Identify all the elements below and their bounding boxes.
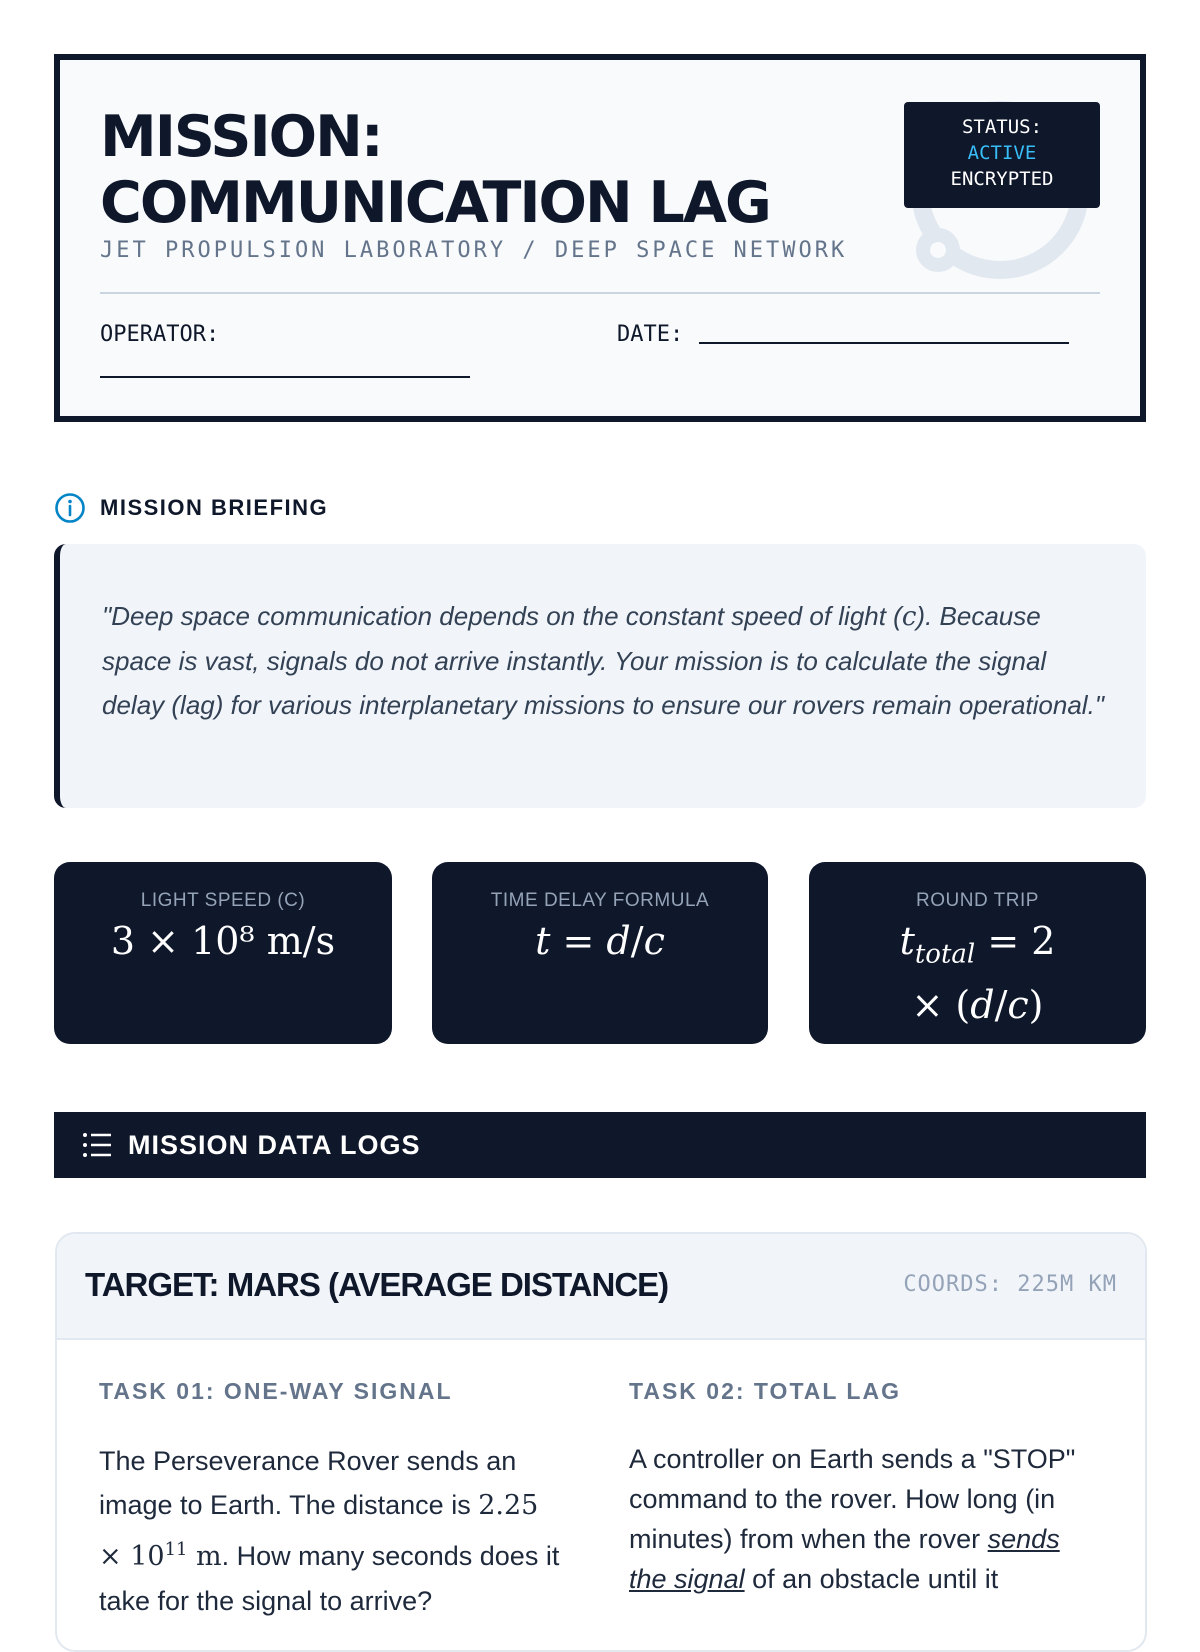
data-logs-header xyxy=(54,1112,1146,1178)
page-title xyxy=(100,104,860,236)
title-line-2: COMMUNICATION LAG xyxy=(100,170,770,236)
title-line-1: MISSION: xyxy=(100,104,382,170)
task-01 xyxy=(99,1378,569,1623)
formula-label: ROUND TRIP xyxy=(916,890,1039,911)
status-state: ACTIVE xyxy=(967,142,1037,164)
formula-value: $t_{total} = 2$ × (d/c) xyxy=(899,919,1056,1027)
task-distance: 2.25 × 10 xyxy=(99,1490,539,1572)
task-text xyxy=(629,1439,1099,1599)
list-icon xyxy=(82,1131,112,1159)
task-title: TASK 02: TOTAL LAG xyxy=(629,1378,901,1404)
worksheet-header xyxy=(54,54,1146,422)
briefing-heading xyxy=(54,492,328,524)
status-label: STATUS: xyxy=(961,116,1043,138)
formula-card-time-delay xyxy=(432,862,768,1044)
task-emphasis: sends the signal xyxy=(629,1524,1060,1594)
task-text-b: of an obstacle until it xyxy=(744,1564,999,1594)
data-logs-label: MISSION DATA LOGS xyxy=(128,1129,421,1160)
formula-value: 3 × 10⁸ m/s xyxy=(110,919,336,963)
briefing-text-1: "Deep space communication depends on the constant speed of light ( xyxy=(102,601,902,631)
operator-label: OPERATOR: xyxy=(100,322,220,347)
target-coords: COORDS: 225M KM xyxy=(903,1272,1117,1297)
operator-field[interactable] xyxy=(100,376,470,378)
header-divider xyxy=(100,292,1100,294)
task-title: TASK 01: ONE-WAY SIGNAL xyxy=(99,1378,453,1404)
target-title: TARGET: MARS (AVERAGE DISTANCE) xyxy=(85,1266,669,1303)
formula-card-light-speed xyxy=(54,862,392,1044)
task-02 xyxy=(629,1378,1099,1599)
briefing-heading-label: MISSION BRIEFING xyxy=(100,495,329,520)
status-badge xyxy=(904,102,1100,208)
task-unit: m xyxy=(187,1541,222,1572)
subtitle: JET PROPULSION LABORATORY / DEEP SPACE NETWORK xyxy=(100,238,848,263)
briefing-text-2: ). Because space is vast, signals do not arrive instantly. Your mission is to calculate the signal delay (lag) for various interplanetary missions to ensure our rovers remain operational." xyxy=(102,601,1105,720)
info-icon xyxy=(54,492,86,524)
task-text-b: . How many seconds does it take for the signal to arrive? xyxy=(99,1541,560,1616)
formula-label: TIME DELAY FORMULA xyxy=(490,890,710,911)
formula-value: t = d/c xyxy=(535,919,665,963)
formula-card-round-trip xyxy=(809,862,1146,1044)
task-text xyxy=(99,1439,569,1623)
status-mode: ENCRYPTED xyxy=(950,168,1054,190)
task-text-a: A controller on Earth sends a "STOP" command to the rover. How long (in minutes) from when the rover xyxy=(629,1444,1076,1554)
date-label: DATE: xyxy=(617,322,684,347)
target-card-header xyxy=(57,1234,1145,1340)
formula-label: LIGHT SPEED (C) xyxy=(140,890,306,911)
briefing-quote xyxy=(54,544,1146,808)
briefing-c-symbol: c xyxy=(901,602,917,632)
task-exponent: 11 xyxy=(164,1539,188,1560)
task-text-a: The Perseverance Rover sends an image to Earth. The distance is xyxy=(99,1446,517,1520)
date-field[interactable] xyxy=(699,342,1069,344)
target-card-mars xyxy=(55,1232,1147,1652)
